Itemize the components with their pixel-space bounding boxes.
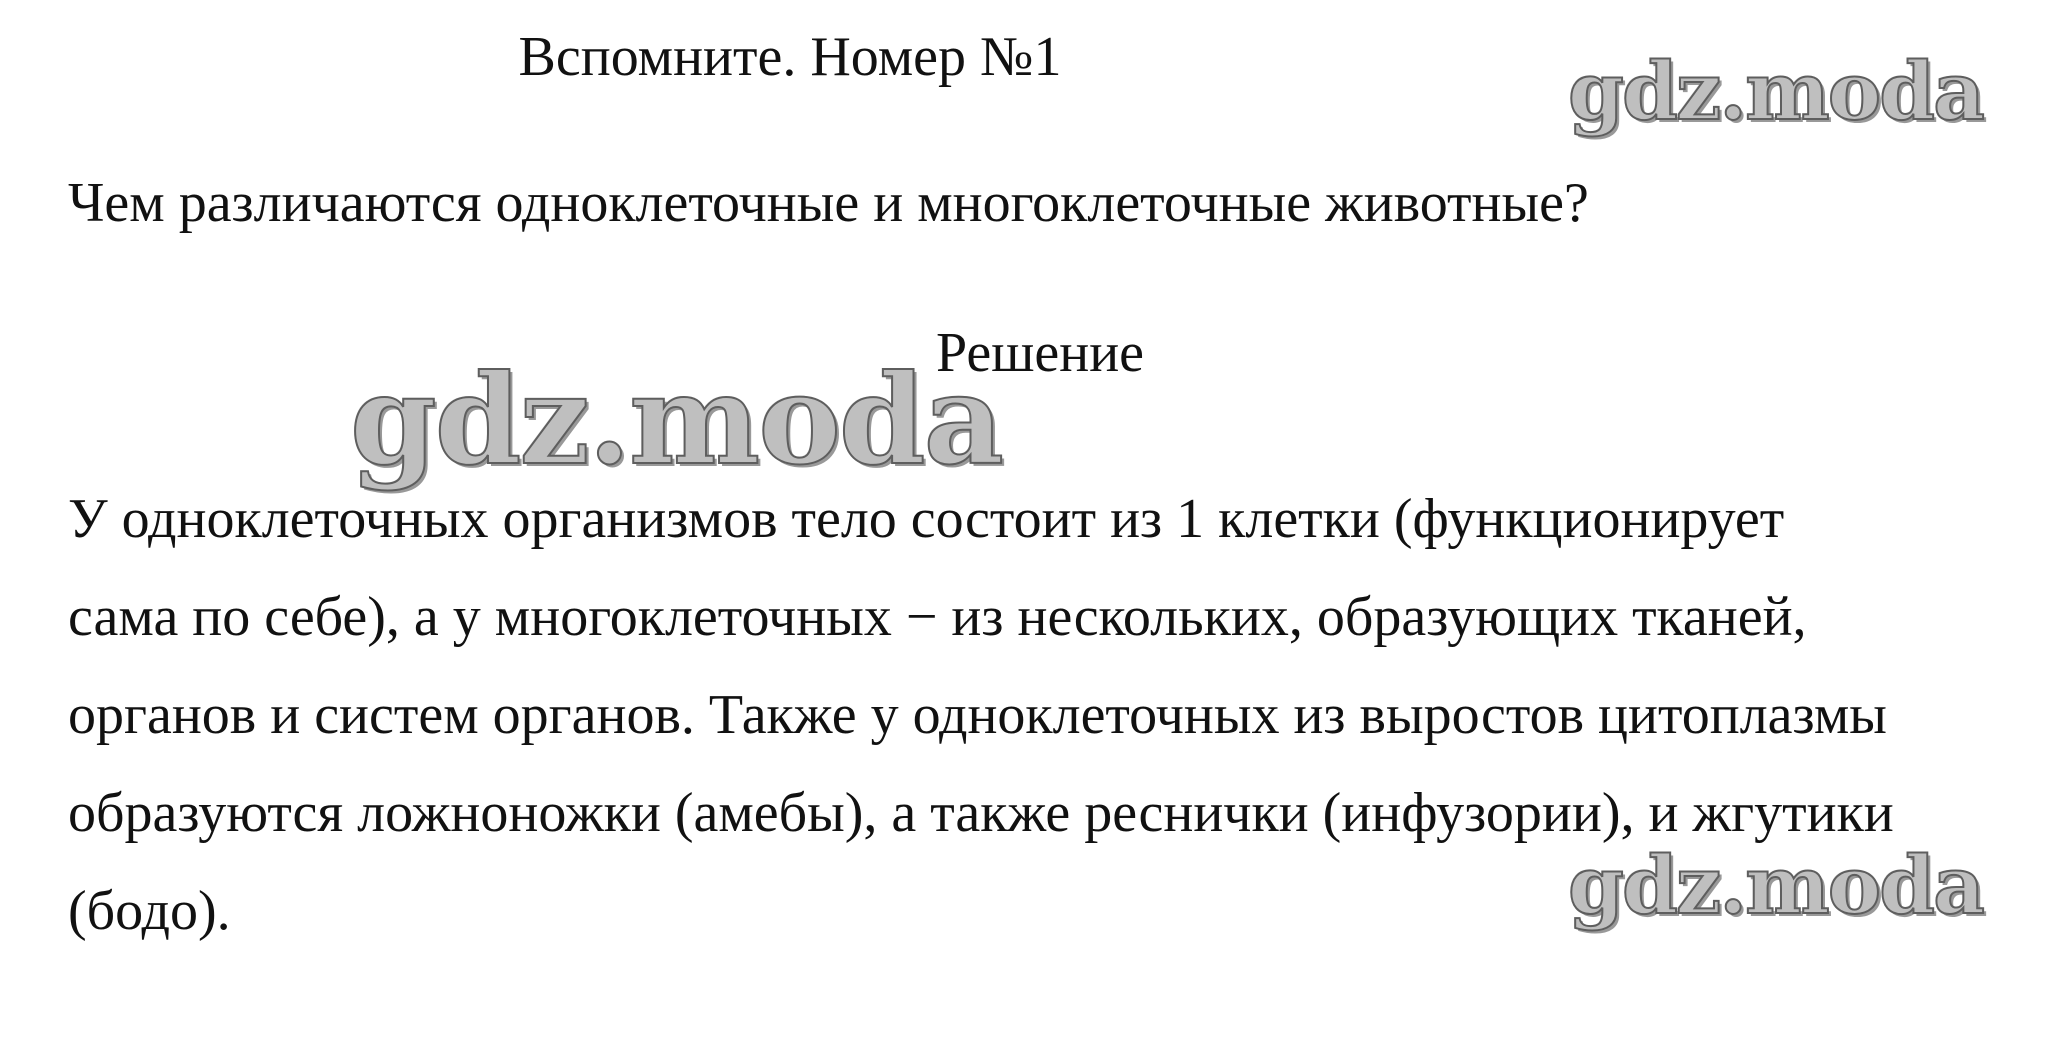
watermark-logo-top: gdz.moda (1568, 44, 1983, 138)
answer-line: образуются ложноножки (амебы), а также реснички (инфузории), и жгутики (68, 782, 1894, 844)
answer-line: (бодо). (68, 880, 231, 942)
page-heading: Вспомните. Номер №1 (518, 26, 1062, 88)
answer-line: органов и систем органов. Также у одноклеточных из выростов цитоплазмы (68, 684, 1887, 746)
answer-line: сама по себе), а у многоклеточных − из нескольких, образующих тканей, (68, 586, 1807, 648)
answer-text (68, 470, 2028, 960)
answer-line: У одноклеточных организмов тело состоит из 1 клетки (функционирует (68, 488, 1785, 550)
question-text: Чем различаются одноклеточные и многоклеточные животные? (68, 172, 1589, 234)
watermark-logo-bottom: gdz.moda (1568, 838, 1983, 932)
solution-label: Решение (936, 322, 1145, 384)
watermark-logo-middle: gdz.moda (350, 348, 1002, 493)
